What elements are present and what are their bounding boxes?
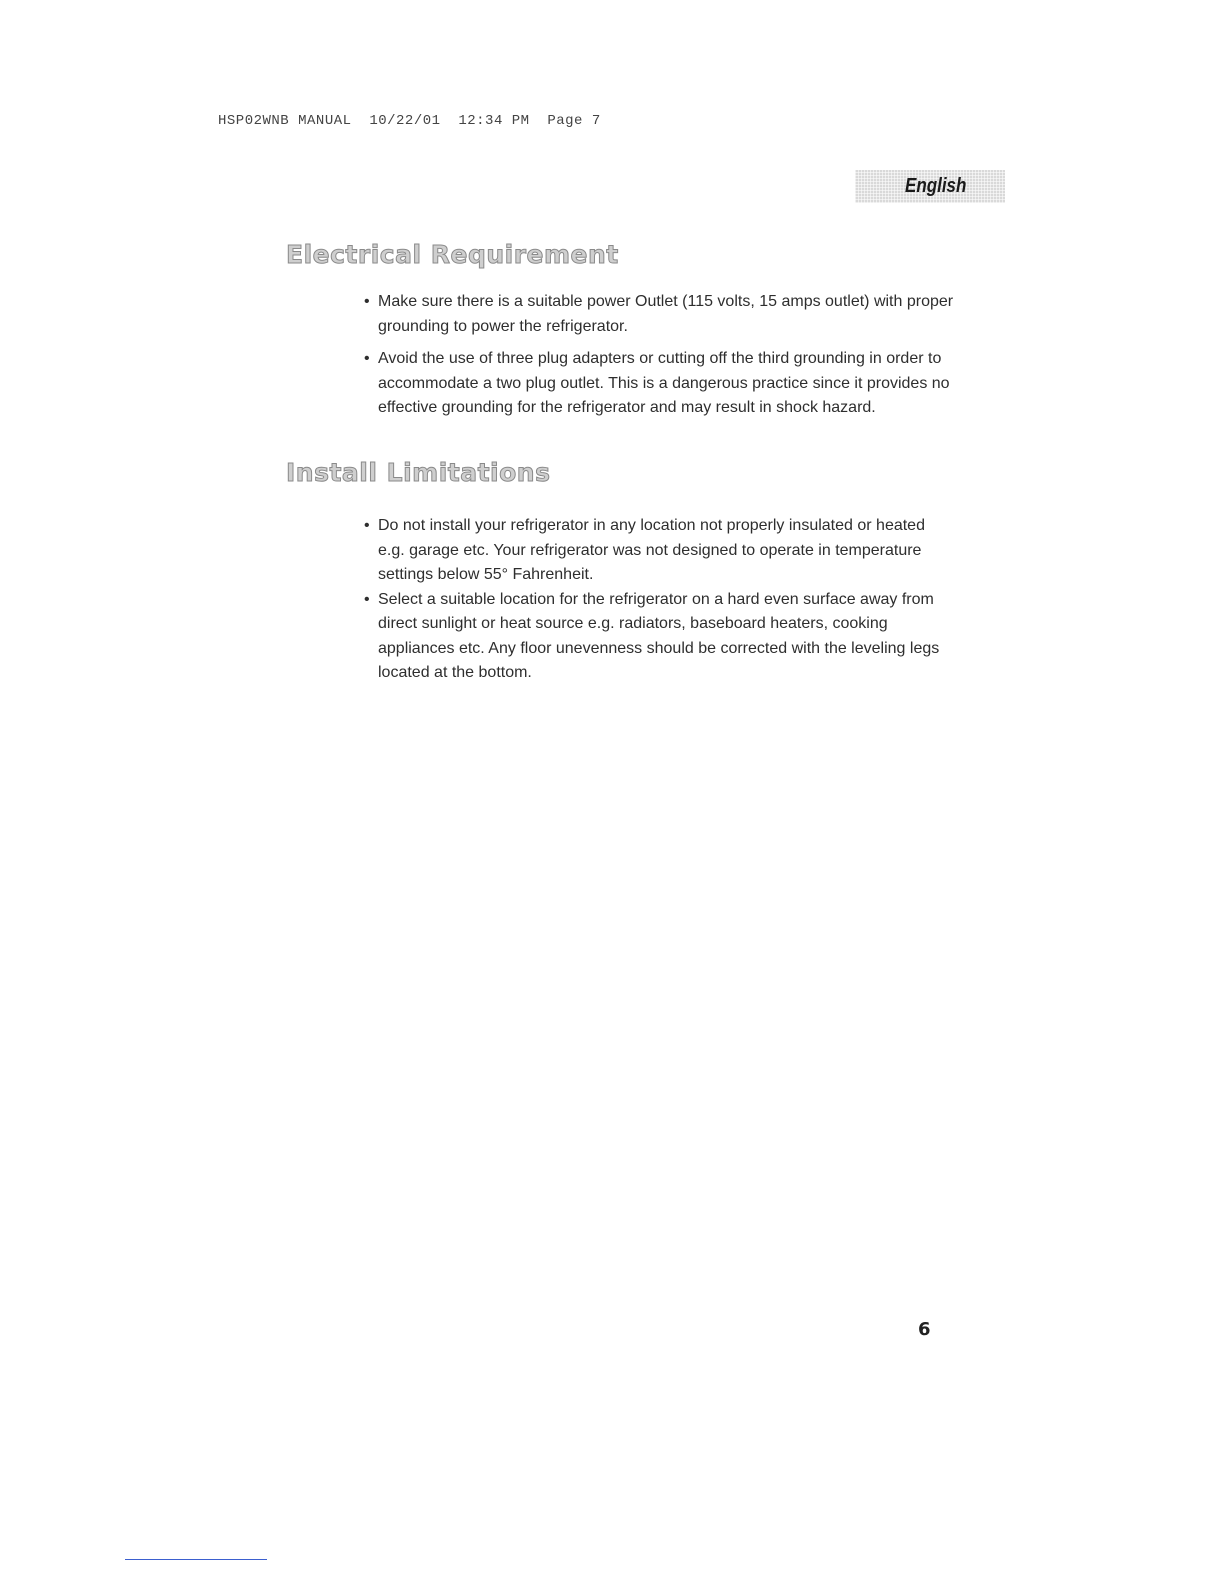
bullet-icon: • [364,350,370,367]
list-item [364,514,954,588]
language-label: English [905,175,967,197]
list-item [364,347,954,421]
section-heading-install-limitations: Install Limitations [286,458,551,487]
list-item [364,588,954,686]
bullet-text: Make sure there is a suitable power Outlet (115 volts, 15 amps outlet) with proper grounding to power the refrigerator. [378,293,954,335]
section-heading-electrical-requirement: Electrical Requirement [286,240,619,269]
bullet-list-electrical [364,290,954,421]
bullet-icon: • [364,517,370,534]
print-header-line: HSP02WNB MANUAL 10/22/01 12:34 PM Page 7 [218,113,601,129]
list-item [364,290,954,339]
bullet-icon: • [364,293,370,310]
footer-rule [125,1559,267,1560]
bullet-icon: • [364,590,370,608]
bullet-text: Select a suitable location for the refrigerator on a hard even surface away from direct sunlight or heat source e.g. radiators, baseboard heaters, cooking appliances etc. Any floor unevenness should be corrected with the leveling legs located at the bottom. [378,590,940,681]
language-tab [855,170,1005,203]
page-number: 6 [918,1319,931,1340]
bullet-list-install [364,514,954,686]
bullet-text: Do not install your refrigerator in any location not properly insulated or heated e.g. garage etc. Your refrigerator was not designed to operate in temperature settings below 55° Fahrenheit. [378,517,925,583]
bullet-text: Avoid the use of three plug adapters or cutting off the third grounding in order to accommodate a two plug outlet. This is a dangerous practice since it provides no effective grounding for the refrigerator and may result in shock hazard. [378,350,950,416]
